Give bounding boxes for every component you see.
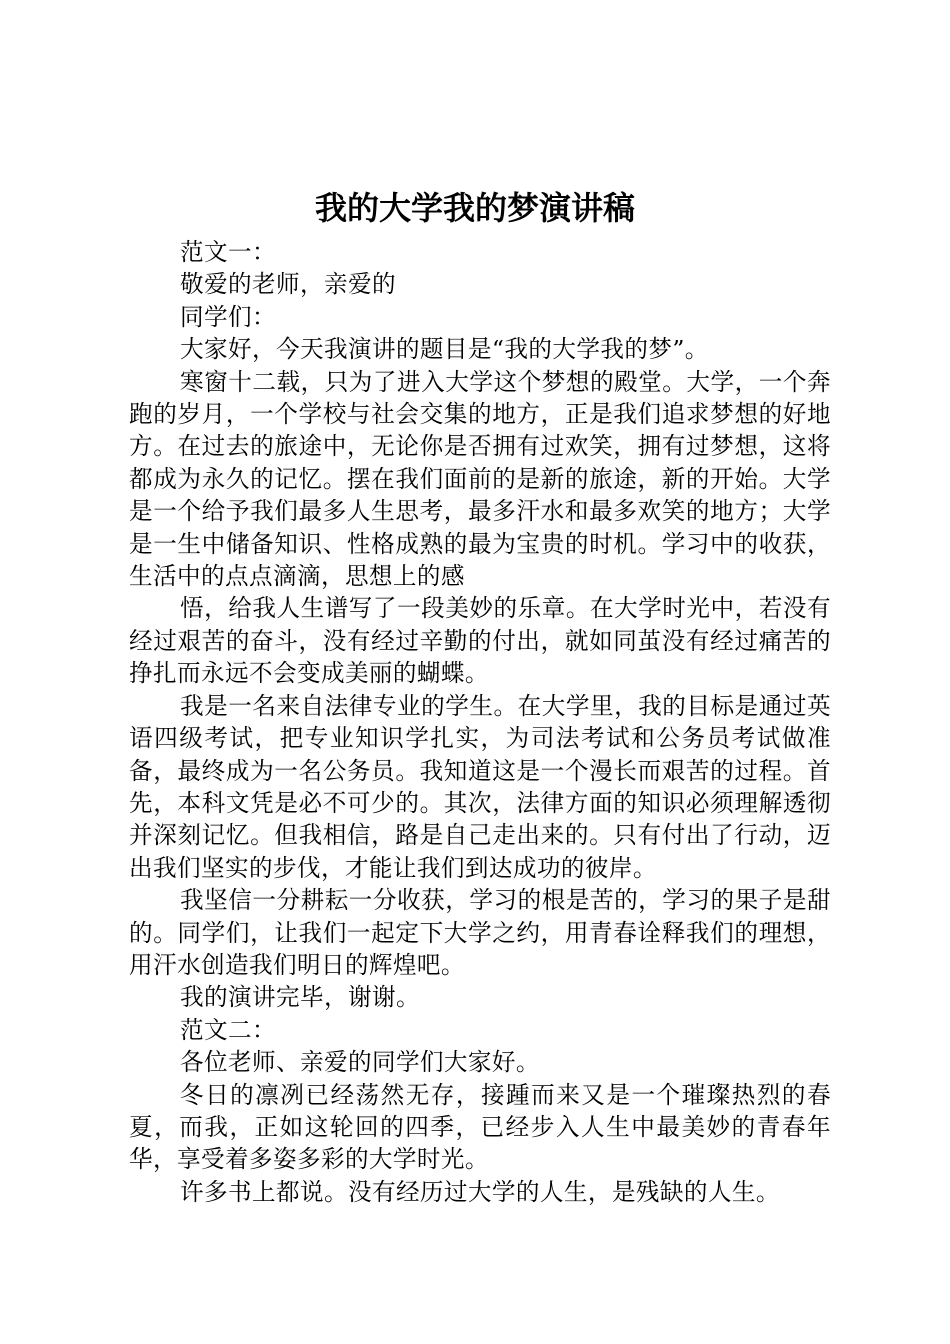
paragraph-opening: 大家好，今天我演讲的题目是“我的大学我的梦”。 <box>180 335 709 364</box>
paragraph-greeting-two: 各位老师、亲爱的同学们大家好。 <box>180 1048 540 1077</box>
document-body <box>129 236 831 1208</box>
paragraph-closing: 我的演讲完毕，谢谢。 <box>180 983 420 1012</box>
paragraph-belief: 我坚信一分耕耘一分收获，学习的根是苦的，学习的果子是甜的。同学们，让我们一起定下大学之约，用青春诠释我们的理想，用汗水创造我们明日的辉煌吧。 <box>129 886 831 979</box>
paragraph-struggle: 悟，给我人生谱写了一段美妙的乐章。在大学时光中，若没有经过艰苦的奋斗，没有经过辛勤的付出，就如同茧没有经过痛苦的挣扎而永远不会变成美丽的蝴蝶。 <box>129 594 831 688</box>
document-title: 我的大学我的梦演讲稿 <box>314 189 635 227</box>
paragraph-greeting-sample-one: 范文一： <box>180 238 276 266</box>
paragraph-salutation-teachers: 敬爱的老师，亲爱的 <box>180 270 396 299</box>
paragraph-books-say: 许多书上都说。没有经历过大学的人生，是残缺的人生。 <box>180 1177 780 1206</box>
paragraph-seasons: 冬日的凛冽已经荡然无存，接踵而来又是一个璀璨热烈的春夏，而我，正如这轮回的四季，已经步入人生中最美妙的青春年华，享受着多姿多彩的大学时光。 <box>129 1080 831 1174</box>
paragraph-salutation-classmates: 同学们： <box>180 302 276 331</box>
paragraph-law-goal: 我是一名来自法律专业的学生。在大学里，我的目标是通过英语四级考试，把专业知识学扎实，为司法考试和公务员考试做准备，最终成为一名公务员。我知道这是一个漫长而艰苦的过程。首先，本科文凭是必不可少的。其次，法律方面的知识必须理解透彻并深刻记忆。但我相信，路是自己走出来的。只有付出了行动，迈出我们坚实的步伐，才能让我们到达成功的彼岸。 <box>129 691 831 882</box>
paragraph-university-dream: 寒窗十二载，只为了进入大学这个梦想的殿堂。大学，一个奔跑的岁月，一个学校与社会交集的地方，正是我们追求梦想的好地方。在过去的旅途中，无论你是否拥有过欢笑，拥有过梦想，这将都成为永久的记忆。摆在我们面前的是新的旅途，新的开始。大学是一个给予我们最多人生思考，最多汗水和最多欢笑的地方；大学是一生中储备知识、性格成熟的最为宝贵的时机。学习中的收获，生活中的点点滴滴，思想上的感 <box>129 367 831 591</box>
paragraph-sample-two: 范文二： <box>180 1015 276 1044</box>
